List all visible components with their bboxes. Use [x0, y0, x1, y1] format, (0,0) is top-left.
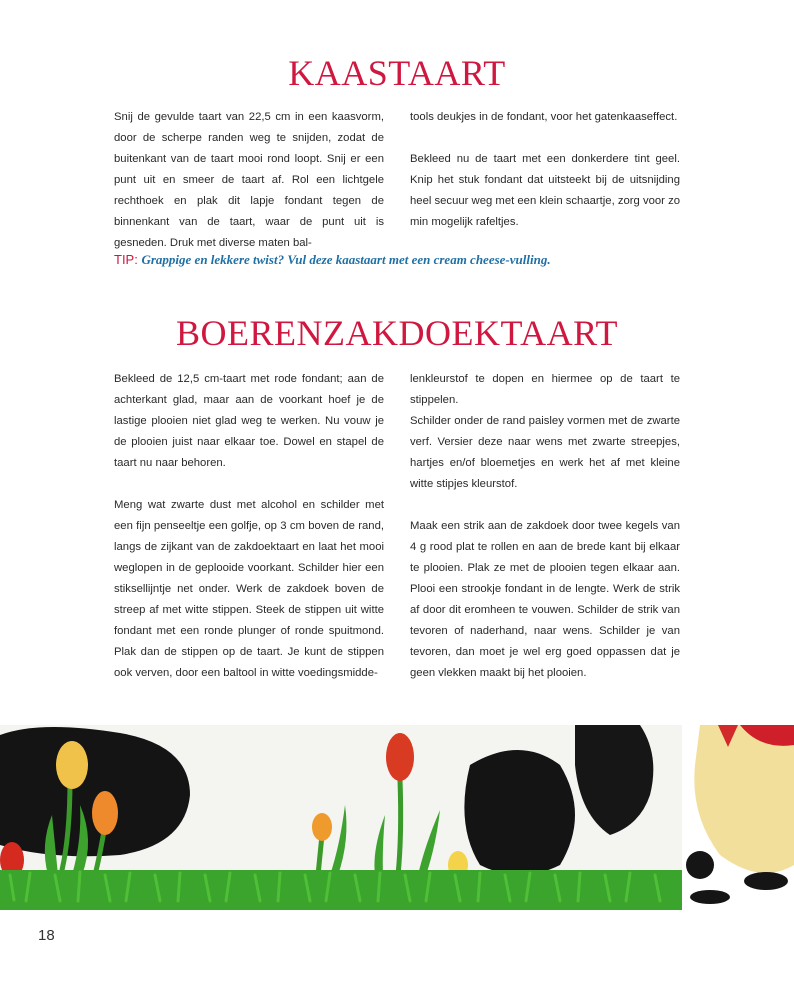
kaastaart-column-right [410, 107, 680, 233]
kaastaart-column-left [114, 107, 384, 254]
kaastaart-paragraph: Snij de gevulde taart van 22,5 cm in een kaasvorm, door de scherpe randen weg te snijden, zodat de buitenkant van de taart mooi rond loopt. Snij er een punt uit en smeer de taart af. Rol een lichtgele rechthoek en plak dit lapje fondant tegen de binnenkant van de taart, waar de punt uit is gesneden. Druk met diverse maten bal- [114, 111, 384, 249]
kaastaart-paragraph: tools deukjes in de fondant, voor het gatenkaaseffect. [410, 111, 678, 123]
boerenzakdoektaart-paragraph: Bekleed de 12,5 cm-taart met rode fondant; aan de achterkant glad, maar aan de voorkant hoef je de lastige plooien niet glad weg te werken. Nu vouw je de plooien juist naar elkaar toe. Dowel en stapel de taart nu naar behoren. [114, 373, 384, 469]
cake-photo [0, 725, 794, 910]
tip-text: Grappige en lekkere twist? Vul deze kaastaart met een cream cheese-vulling. [141, 252, 551, 267]
boerenzakdoektaart-column-right [410, 369, 680, 684]
boerenzakdoektaart-paragraph: lenkleurstof te dopen en hiermee op de taart te stippelen. [410, 373, 680, 406]
kaastaart-title: KAASTAART [288, 53, 506, 93]
boerenzakdoektaart-title: BOERENZAKDOEKTAART [176, 313, 618, 353]
boerenzakdoektaart-paragraph: Maak een strik aan de zakdoek door twee kegels van 4 g rood plat te rollen en aan de brede kant bij elkaar te plooien. Plak ze met de plooien tegen elkaar aan. Plooi een strookje fondant in de lengte. Werk de strik af door dit eromheen te vouwen. Schilder de strik van tevoren of naderhand, naar wens. Schilder je van tevoren, dan moet je wel erg goed oppassen dat je geen vlekken maakt bij het plooien. [410, 520, 680, 679]
kaastaart-paragraph: Bekleed nu de taart met een donkerdere tint geel. Knip het stuk fondant dat uitsteekt bij de uitsnijding heel secuur weg met een klein schaartje, zorg voor zo min mogelijk rafeltjes. [410, 153, 681, 228]
tip-label: TIP: [114, 252, 138, 267]
tip [114, 251, 714, 269]
boerenzakdoektaart-paragraph: Schilder onder de rand paisley vormen met de zwarte verf. Versier deze naar wens met zwarte streepjes, hartjes en/of bloemetjes en werk het af met kleine witte stipjes kleurstof. [410, 415, 680, 490]
boerenzakdoektaart-paragraph: Meng wat zwarte dust met alcohol en schilder met een fijn penseeltje een golfje, op 3 cm boven de rand, langs de zijkant van de zakdoektaart en laat het mooi weglopen in de geplooide voorkant. Schilder hier een stiksellijntje net onder. Werk de zakdoek boven de streep af met witte stippen. Steek de stippen uit witte fondant met een ronde plunger of ronde spuitmond. Plak dan de stippen op de taart. Je kunt de stippen ook verven, door een baltool in witte voedingsmidde- [114, 499, 384, 679]
boerenzakdoektaart-column-left [114, 369, 384, 684]
page-number: 18 [38, 927, 55, 944]
